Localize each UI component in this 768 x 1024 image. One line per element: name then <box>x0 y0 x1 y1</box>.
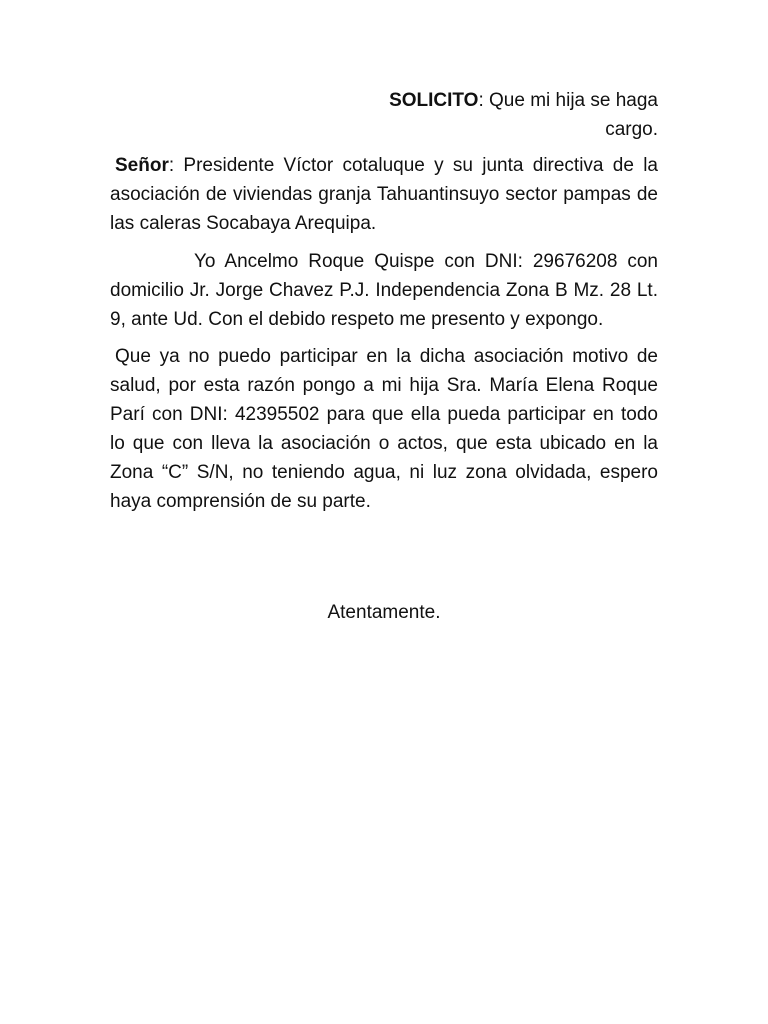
subject-label: SOLICITO <box>389 90 479 111</box>
closing-salutation: Atentamente. <box>327 602 441 623</box>
letter-body <box>110 86 658 623</box>
addressee <box>110 151 658 238</box>
subject-text-continued: cargo. <box>605 119 658 140</box>
addressee-label: Señor <box>115 155 169 176</box>
request-paragraph: Que ya no puedo participar en la dicha asociación motivo de salud, por esta razón pongo a mi hija Sra. María Elena Roque Parí con DNI: 42395502 para que ella pueda participar en todo lo que con lleva la asociación o actos, que esta ubicado en la Zona “C” S/N, no teniendo agua, ni luz zona olvidada, espero haya comprensión de su parte. <box>110 346 658 512</box>
subject-text: : Que mi hija se haga <box>478 90 658 111</box>
addressee-text: : Presidente Víctor cotaluque y su junta directiva de la asociación de viviendas granja Tahuantinsuyo sector pampas de las caleras Socabaya Arequipa. <box>110 155 658 234</box>
subject-line <box>110 86 658 144</box>
introduction-paragraph: Yo Ancelmo Roque Quispe con DNI: 29676208 con domicilio Jr. Jorge Chavez P.J. Independencia Zona B Mz. 28 Lt. 9, ante Ud. Con el debido respeto me presento y expongo. <box>110 251 658 330</box>
